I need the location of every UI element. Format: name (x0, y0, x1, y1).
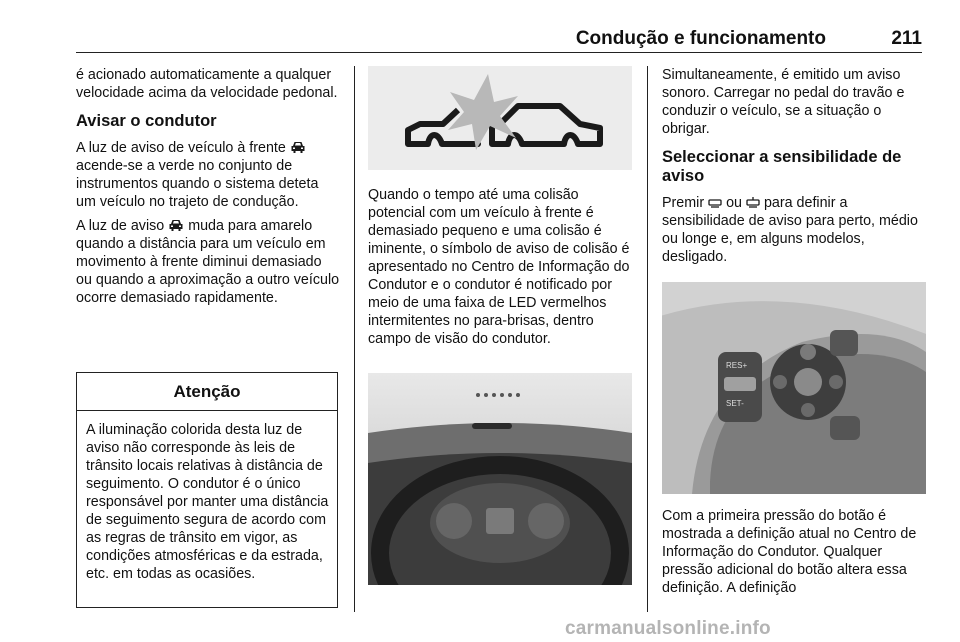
sensitivity-decrease-icon (708, 197, 722, 209)
paragraph: é acionado automaticamente a qualquer velocidade acima da velocidade pedonal. (76, 67, 338, 101)
column-2 (368, 186, 632, 354)
text-span: A luz de aviso (76, 218, 165, 234)
text-span: A luz de aviso de veículo à frente (76, 140, 286, 156)
page-number: 211 (891, 28, 922, 49)
set-label: SET- (726, 399, 744, 408)
column-3 (662, 66, 926, 272)
paragraph (662, 194, 926, 266)
paragraph: Simultaneamente, é emitido um aviso sonoro. Carregar no pedal do travão e conduzir o veículo, se a situação o obrigar. (662, 67, 905, 137)
warning-box (76, 372, 338, 608)
res-label: RES+ (726, 361, 748, 370)
paragraph: Quando o tempo até uma colisão potencial com um veículo à frente é demasiado pequeno e uma colisão é iminente, o símbolo de aviso de colisão é apresentado no Centro de Informação do Condutor e o condutor é notificado por meio de uma faixa de LED vermelhos intermitentes no para-brisas, dentro campo de visão do condutor. (368, 187, 630, 347)
text-span: ou (726, 195, 742, 211)
steering-wheel-controls-photo (662, 282, 926, 494)
vehicle-ahead-icon (290, 140, 306, 154)
text-span: muda para amarelo quando a distância para um veículo em movimento à frente diminui demasiado ou quando a aproximação a outro veículo ocorre demasiado rapidamente. (76, 218, 340, 306)
collision-warning-illustration (368, 66, 632, 170)
section-heading-avisar: Avisar o condutor (76, 112, 217, 130)
text-span: acende-se a verde no conjunto de instrumentos quando o sistema deteta um veículo no trajeto de condução. (76, 158, 319, 210)
column-divider (354, 66, 355, 612)
warning-box-title: Atenção (77, 373, 337, 411)
column-divider (647, 66, 648, 612)
sensitivity-increase-icon (746, 197, 760, 209)
section-heading-sensitivity: Seleccionar a sensibilidade de aviso (662, 148, 902, 185)
text-span: Premir (662, 195, 705, 211)
paragraph (76, 217, 340, 307)
watermark: carmanualsonline.info (565, 618, 771, 639)
vehicle-ahead-icon (168, 218, 184, 232)
paragraph (76, 139, 340, 211)
page-header (76, 26, 922, 53)
text-span: para definir a sensibilidade de aviso para perto, médio ou longe e, em alguns modelos, desligado. (662, 195, 918, 265)
page-title: Condução e funcionamento (575, 28, 826, 49)
column-1 (76, 66, 340, 313)
warning-box-text: A iluminação colorida desta luz de aviso não corresponde às leis de trânsito locais relativas à distância de seguimento. O condutor é o único responsável por manter uma distância de seguimento segura de acordo com as regras de trânsito em vigor, as condições atmosféricas e da estrada, etc. em todas as ocasiões. (86, 422, 329, 582)
dashboard-led-photo (368, 373, 632, 585)
paragraph: Com a primeira pressão do botão é mostrada a definição atual no Centro de Informação do Condutor. Qualquer pressão adicional do botão altera essa definição. A definição (662, 508, 917, 596)
column-3-continued (662, 507, 926, 603)
